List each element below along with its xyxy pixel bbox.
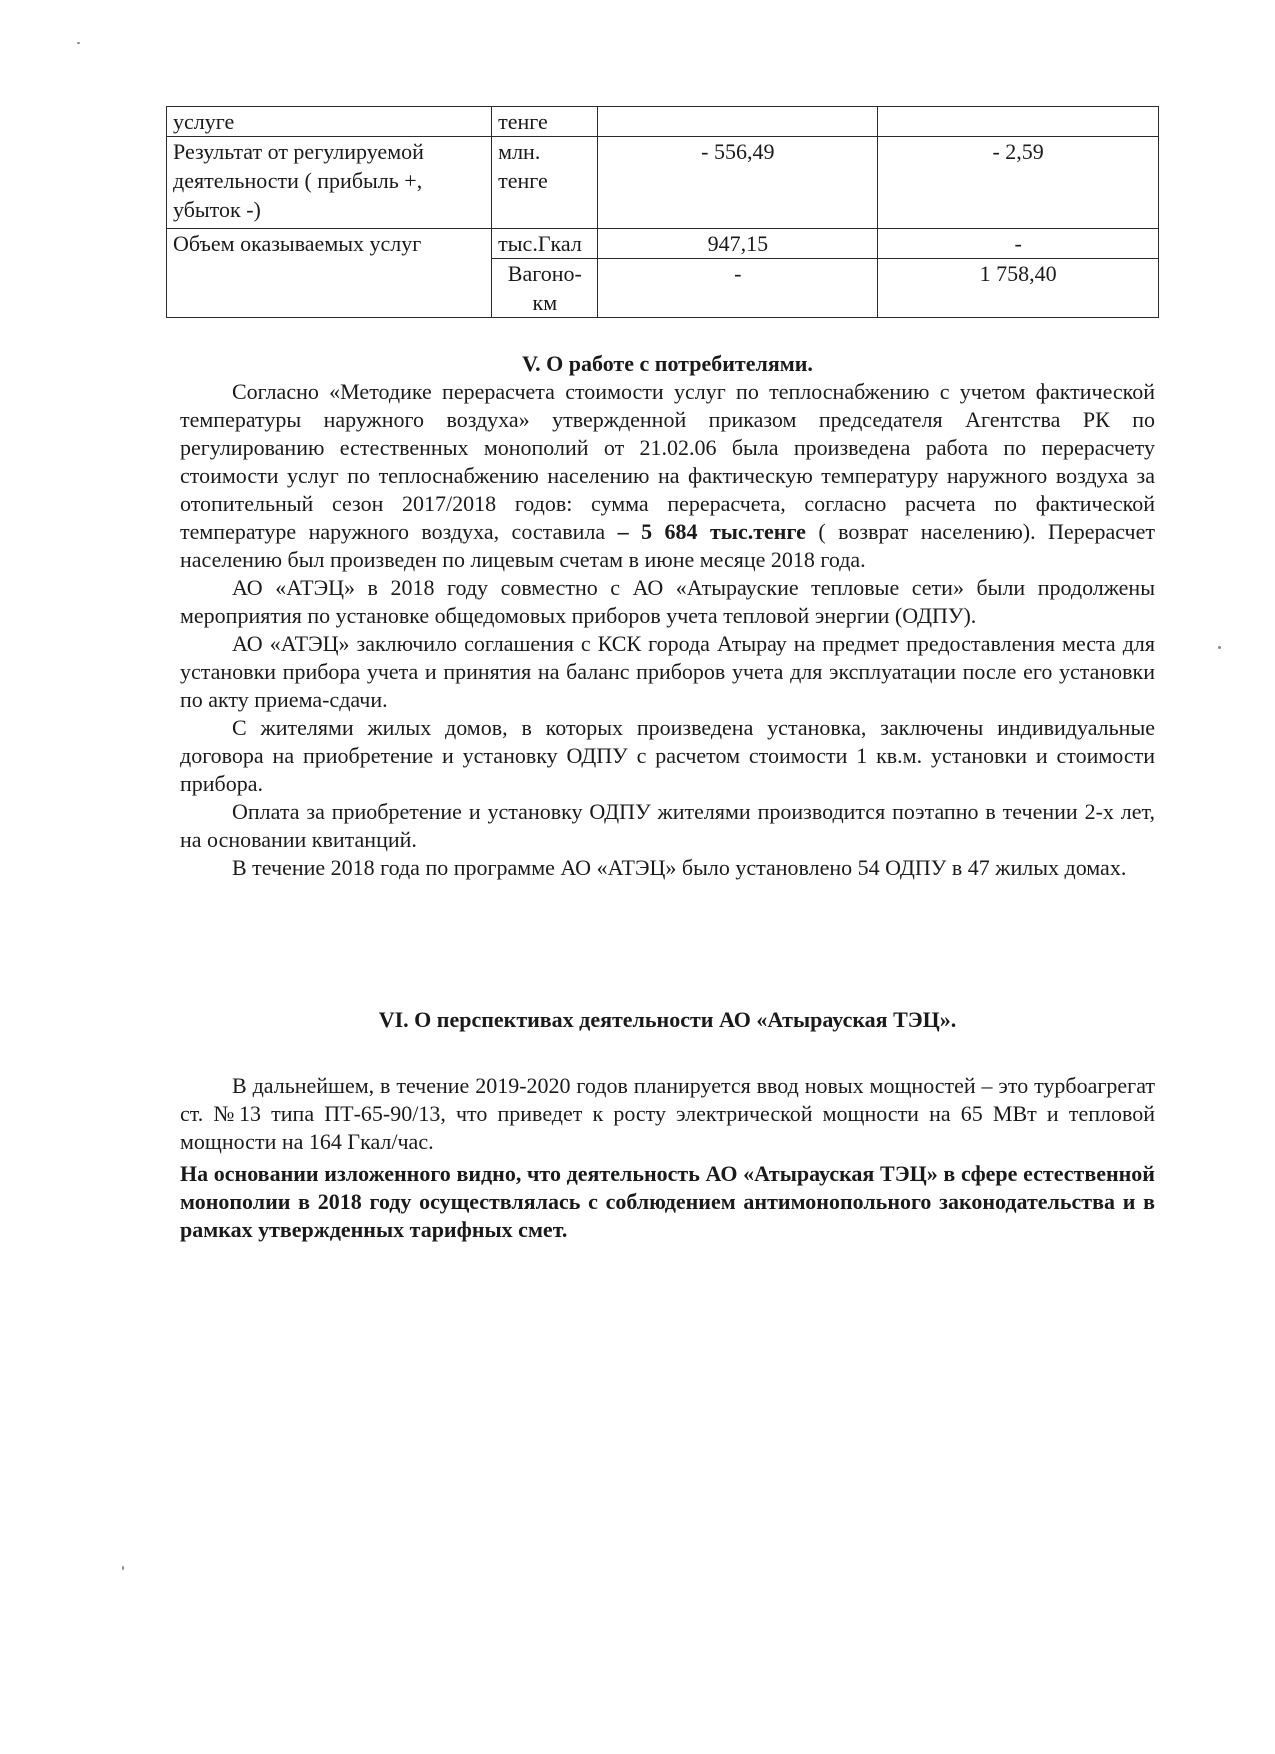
paragraph-text: ( возврат населению). Перерасчет населению был произведен по лицевым счетам в июне месяце 2018 года. (180, 519, 1155, 572)
row-unit: тенге (492, 107, 598, 137)
row-value-1: 947,15 (598, 229, 878, 259)
row-unit: тыс.Гкал (492, 229, 598, 259)
scan-speck (1218, 646, 1221, 649)
paragraph: В течение 2018 года по программе АО «АТЭЦ» было установлено 54 ОДПУ в 47 жилых домах. (232, 855, 1127, 880)
row-value-1 (598, 107, 878, 137)
paragraph: В дальнейшем, в течение 2019-2020 годов планируется ввод новых мощностей – это турбоагрегат ст. №13 типа ПТ-65-90/13, что приведет к росту электрической мощности на 65 МВт и тепловой мощности на 164 Гкал/час. (180, 1073, 1155, 1154)
paragraph: Оплата за приобретение и установку ОДПУ жителями производится поэтапно в течении 2-х лет, на основании квитанций. (180, 799, 1155, 852)
section-5-heading: V. О работе с потребителями. (522, 351, 813, 376)
row-value-2: - 2,59 (878, 137, 1159, 229)
row-value-2: 1 758,40 (878, 259, 1159, 318)
row-unit: млн. тенге (492, 137, 598, 229)
section-5 (180, 350, 1155, 882)
paragraph: С жителями жилых домов, в которых произведена установка, заключены индивидуальные договора на приобретение и установку ОДПУ с расчетом стоимости 1 кв.м. установки и стоимости прибора. (180, 715, 1155, 796)
paragraph: АО «АТЭЦ» заключило соглашения с КСК города Атырау на предмет предоставления места для установки прибора учета и принятия на баланс приборов учета для эксплуатации после его установки по акту приема-сдачи. (180, 631, 1155, 712)
financial-table (166, 106, 1159, 318)
row-value-1: - (598, 259, 878, 318)
section-6-heading: VI. О перспективах деятельности АО «Атырауская ТЭЦ». (378, 1007, 957, 1032)
row-value-2: - (878, 229, 1159, 259)
section-6 (180, 1006, 1155, 1156)
table-row (167, 137, 1159, 229)
table-row (167, 229, 1159, 259)
paragraph (180, 378, 1155, 574)
row-label: Результат от регулируемой деятельности ( прибыль +, убыток -) (167, 137, 492, 229)
table-row (167, 107, 1159, 137)
scan-speck (122, 1566, 124, 1570)
row-value-2 (878, 107, 1159, 137)
row-value-1: - 556,49 (598, 137, 878, 229)
refund-amount: – 5 684 тыс.тенге (617, 519, 806, 544)
row-label: услуге (167, 107, 492, 137)
row-label: Объем оказываемых услуг (167, 229, 492, 318)
scan-speck (77, 42, 80, 44)
row-unit: Вагоно-км (492, 259, 598, 318)
paragraph: АО «АТЭЦ» в 2018 году совместно с АО «Атырауские тепловые сети» были продолжены мероприятия по установке общедомовых приборов учета тепловой энергии (ОДПУ). (180, 575, 1155, 628)
conclusion (180, 1160, 1155, 1244)
paragraph-text: Согласно «Методике перерасчета стоимости услуг по теплоснабжению с учетом фактической температуры наружного воздуха» утвержденной приказом председателя Агентства РК по регулированию естественных монополий от 21.02.06 была произведена работа по перерасчету стоимости услуг по теплоснабжению населению на фактическую температуру наружного воздуха за отопительный сезон 2017/2018 годов: сумма перерасчета, согласно расчета по фактической температуре наружного воздуха, составила (180, 379, 1155, 544)
conclusion-text: На основании изложенного видно, что деятельность АО «Атырауская ТЭЦ» в сфере естественной монополии в 2018 году осуществлялась с соблюдением антимонопольного законодательства и в рамках утвержденных тарифных смет. (180, 1161, 1155, 1242)
